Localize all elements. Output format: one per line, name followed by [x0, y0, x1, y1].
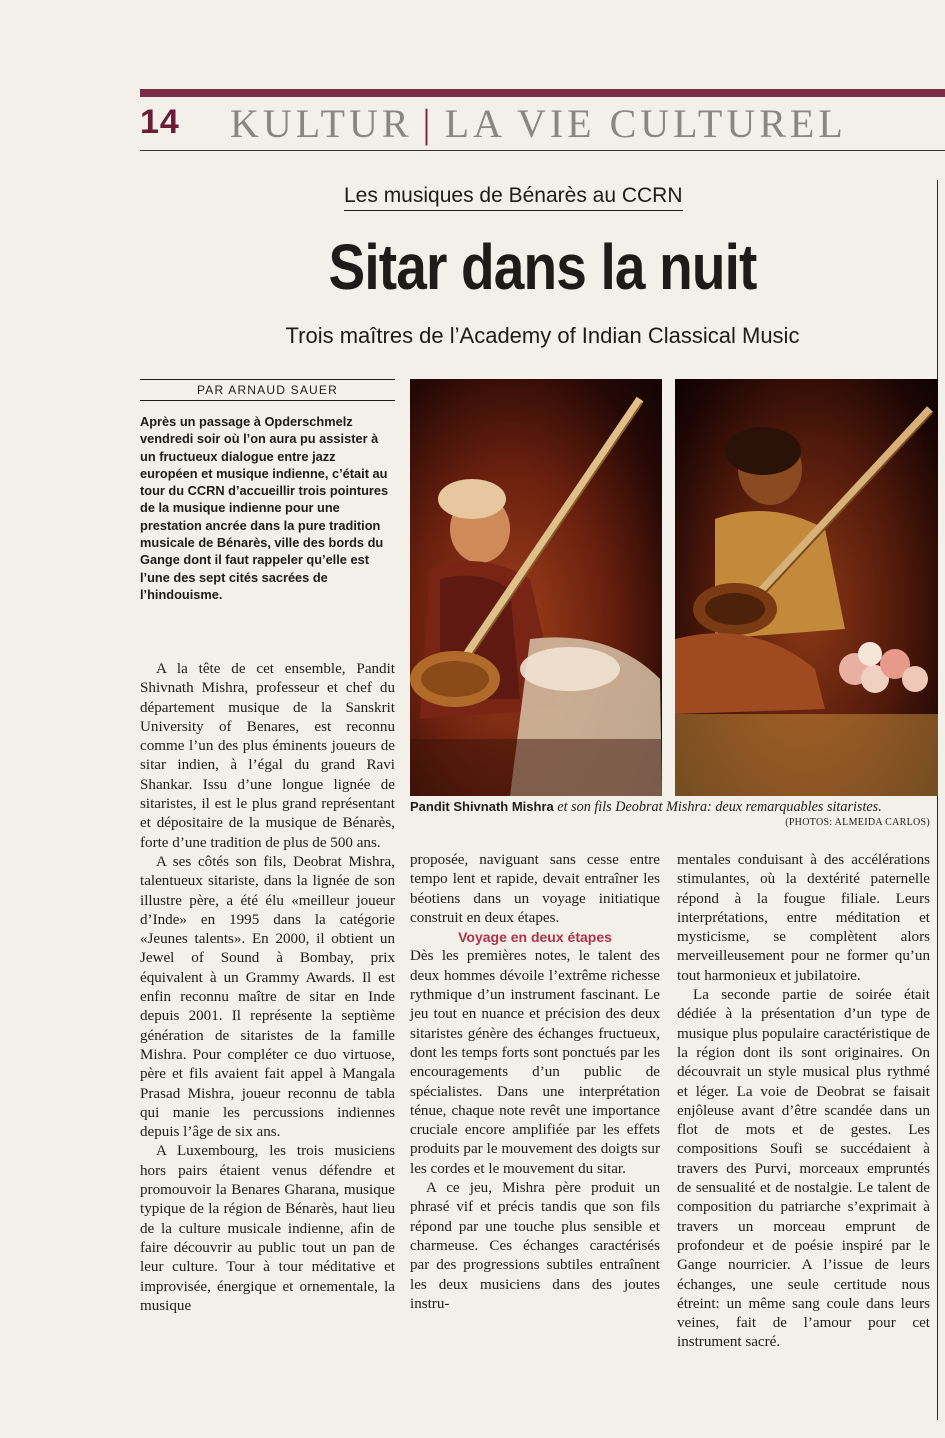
column-1 [140, 660, 395, 1316]
paragraph: Dès les premières notes, le talent des deux hommes dévoile l’extrême richesse rythmique d’un instrument fascinant. Le jeu tout en nuance et précision des deux sitaristes génère des échanges fructueux, dont les temps forts sont ponctués par les encouragements d’un public de spécialistes. Dans une interprétation ténue, chaque note revêt une importance cruciale encore amplifiée par les effets produits par le mouvement des doigts sur les cordes et le mouvement du sitar. [410, 948, 660, 1177]
photo-credit: (PHOTOS: ALMEIDA CARLOS) [785, 817, 930, 828]
column-rule [937, 180, 938, 1420]
article-kicker: Les musiques de Bénarès au CCRN [344, 184, 683, 211]
lead-text: Après un passage à Opderschmelz vendredi soir où l’on aura pu assister à un fructueux dialogue entre jazz européen et musique indienne, c’était au tour du CCRN d’accueillir trois pointures de la musique indienne pour une prestation ancrée dans la pure tradition musicale de Bénarès, ville des bords du Gange dont il faut rappeler qu’elle est l’une des sept cités sacrées de l’hindouisme. [140, 414, 389, 602]
lead-paragraph [140, 413, 395, 603]
caption-name: Pandit Shivnath Mishra [410, 799, 554, 814]
sitar-player-illustration [410, 379, 662, 796]
sitar-player-illustration [675, 379, 938, 796]
photo-caption [410, 798, 930, 816]
section-title [230, 100, 847, 147]
paragraph: proposée, naviguant sans cesse entre tempo lent et rapide, devait entraîner les béotiens dans un voyage initiatique construit en deux étapes. [410, 852, 660, 926]
paragraph: A Luxembourg, les trois musiciens hors pairs étaient venus défendre et promouvoir la Benares Gharana, musique typique de la région de Bénarès, haut lieu de la culture musicale indienne, afin de faire découvrir au public tout un pan de leur culture. Tour à tour méditative et improvisée, énergique et ornementale, la musique [140, 1143, 395, 1314]
paragraph: A ses côtés son fils, Deobrat Mishra, talentueux sitariste, dans la lignée de son illustre père, a été élu «meilleur joueur d’Inde» en 1995 dans la catégorie «Jeunes talents». En 2000, il obtient un Jewel of Sound à Bombay, prix équivalent à un Grammy Awards. Il est enfin reconnu maître de sitar en Inde depuis 2001. Il représente la septième génération de sitaristes de la famille Mishra. Pour compléter ce duo virtuose, père et fils avaient fait appel à Mangala Prasad Mishra, joueur reconnu de tabla qui manie les percussions indiennes depuis l’âge de six ans. [140, 853, 395, 1141]
intertitle: Voyage en deux étapes [458, 929, 612, 946]
paragraph: A ce jeu, Mishra père produit un phrasé vif et précis tandis que son fils répond par une touche plus sensible et charmeuse. Ces échanges caractérisés par des progressions subtiles entraînent les deux musiciens dans des joutes instru- [410, 1180, 660, 1312]
caption-text: et son fils Deobrat Mishra: deux remarquables sitaristes. [553, 799, 882, 815]
column-3 [677, 851, 930, 1353]
section-right: LA VIE CULTUREL [444, 101, 847, 146]
paragraph: mentales conduisant à des accélérations stimulantes, où la dextérité paternelle répond à la fougue filiale. Leurs interprétations, entre méditation et mysticisme, se complètent alors merveilleusement pour ne former qu’un tout harmonieux et jubilatoire. [677, 852, 930, 984]
article-title: Sitar dans la nuit [328, 231, 757, 303]
photo-deobrat-mishra [675, 379, 938, 796]
section-left: KULTUR [230, 101, 413, 146]
byline: PAR ARNAUD SAUER [196, 383, 338, 397]
column-2 [410, 851, 660, 1314]
header-color-bar [140, 89, 945, 97]
photo-shivnath-mishra [410, 379, 662, 796]
paragraph: A la tête de cet ensemble, Pandit Shivnath Mishra, professeur et chef du département musique de la Sanskrit University of Benares, est reconnu comme l’un des plus éminents joueurs de sitar indien, à l’égal du grand Ravi Shankar. Issu d’une longue lignée de sitaristes, il est le plus grand représentant et dépositaire de la musique de Bénarès, forte d’une tradition de plus de 500 ans. [140, 661, 395, 851]
header-rule [140, 150, 945, 151]
byline-rule-bottom [140, 400, 395, 401]
paragraph: La seconde partie de soirée était dédiée à la présentation d’un type de musique plus populaire caractéristique de la région dont ils sont originaires. On découvrait un style musical plus rythmé et léger. La voie de Deobrat se faisait enjôleuse avant d’être scandée dans un flot de mots et de gestes. Les compositions Soufi se succédaient à travers des Purvi, morceaux empruntés de sensualité et de nostalgie. Le talent de composition du patriarche s’exprimait à travers un morceau emprunt de profondeur et de poésie inspiré par le Gange nourricier. A l’issue de leurs échanges, une seule certitude nous étreint: un même sang coule dans leurs veines, fait de l’amour pour cet instrument sacré. [677, 987, 930, 1351]
article-subtitle: Trois maîtres de l’Academy of Indian Classical Music [285, 323, 800, 348]
byline-rule-top [140, 379, 395, 380]
section-separator: | [422, 101, 435, 146]
page-number: 14 [140, 103, 180, 141]
